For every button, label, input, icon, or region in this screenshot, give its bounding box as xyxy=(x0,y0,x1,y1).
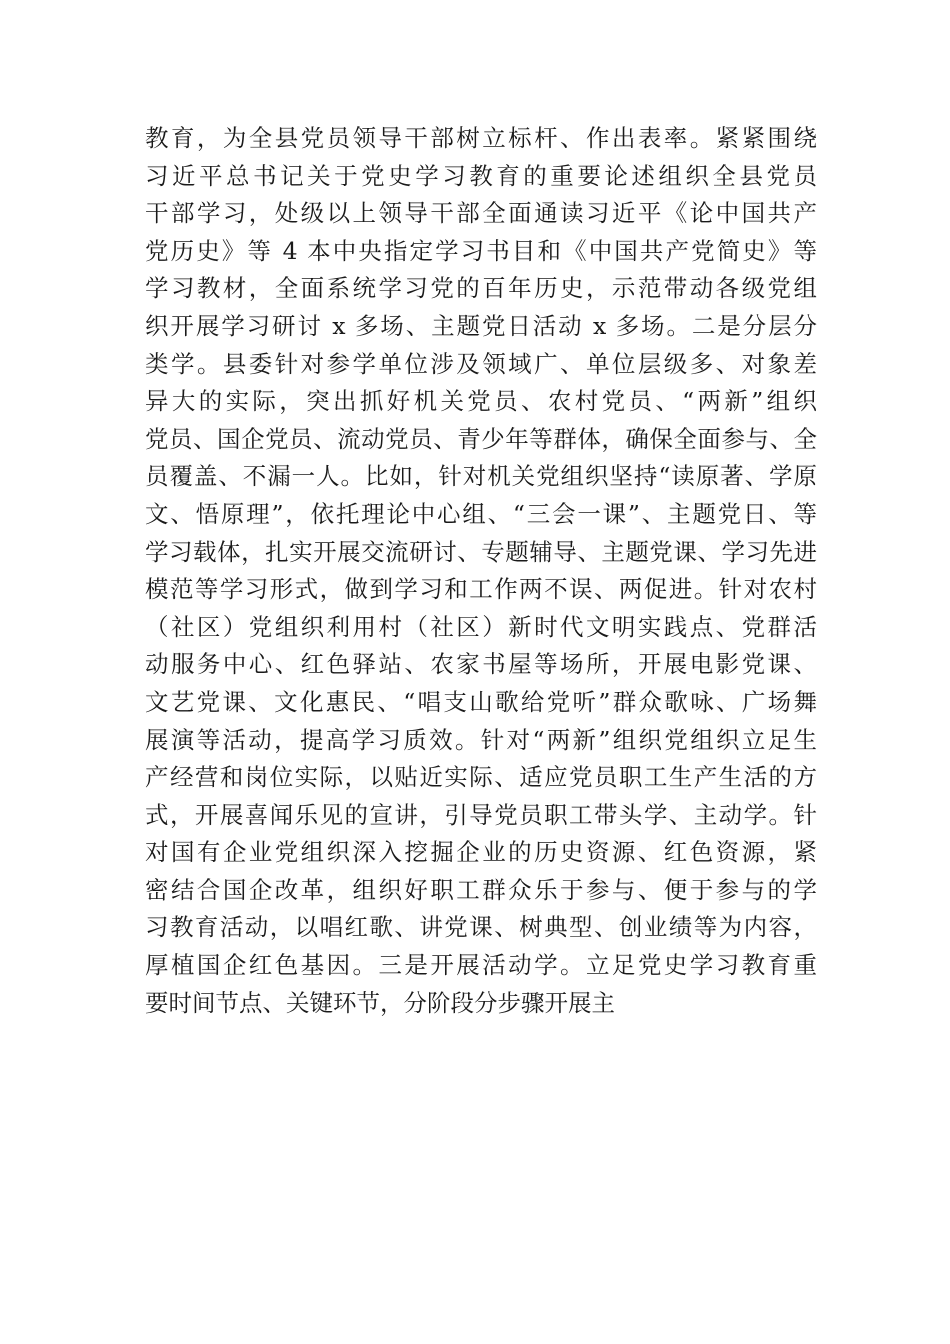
text-line: 文、悟原理”，依托理论中心组、“三会一课”、主题党日、等 xyxy=(145,499,817,528)
body-text xyxy=(145,120,817,1022)
text-line: 学习教材，全面系统学习党的百年历史，示范带动各级党组 xyxy=(145,274,817,303)
text-line: 对国有企业党组织深入挖掘企业的历史资源、红色资源，紧 xyxy=(145,838,817,867)
text-line: 动服务中心、红色驿站、农家书屋等场所，开展电影党课、 xyxy=(145,650,817,679)
text-line: 员覆盖、不漏一人。比如，针对机关党组织坚持“读原著、学原 xyxy=(145,462,817,491)
text-line: 学习载体，扎实开展交流研讨、专题辅导、主题党课、学习先进 xyxy=(145,537,817,566)
text-line: 习教育活动，以唱红歌、讲党课、树典型、创业绩等为内容， xyxy=(145,913,817,942)
text-line: 类学。县委针对参学单位涉及领域广、单位层级多、对象差 xyxy=(145,349,817,378)
text-line: 织开展学习研讨 x 多场、主题党日活动 x 多场。二是分层分 xyxy=(145,311,817,340)
text-line: 厚植国企红色基因。三是开展活动学。立足党史学习教育重 xyxy=(145,951,817,980)
text-line: 式，开展喜闻乐见的宣讲，引导党员职工带头学、主动学。针 xyxy=(145,800,817,829)
text-line: 文艺党课、文化惠民、“唱支山歌给党听”群众歌咏、广场舞 xyxy=(145,687,817,716)
text-line: 异大的实际，突出抓好机关党员、农村党员、“两新”组织 xyxy=(145,387,817,416)
text-line: 产经营和岗位实际，以贴近实际、适应党员职工生产生活的方 xyxy=(145,763,817,792)
text-line: 要时间节点、关键环节，分阶段分步骤开展主 xyxy=(145,988,615,1017)
text-line: 党历史》等 4 本中央指定学习书目和《中国共产党简史》等 xyxy=(145,236,817,265)
text-line: 教育，为全县党员领导干部树立标杆、作出表率。紧紧围绕 xyxy=(145,124,817,152)
text-line: 党员、国企党员、流动党员、青少年等群体，确保全面参与、全 xyxy=(145,424,817,453)
text-line: 习近平总书记关于党史学习教育的重要论述组织全县党员 xyxy=(145,161,817,190)
text-line: 模范等学习形式，做到学习和工作两不误、两促进。针对农村 xyxy=(145,575,817,604)
text-line: （社区）党组织利用村（社区）新时代文明实践点、党群活 xyxy=(145,612,817,641)
text-line: 密结合国企改革，组织好职工群众乐于参与、便于参与的学 xyxy=(145,875,817,904)
text-line: 展演等活动，提高学习质效。针对“两新”组织党组织立足生 xyxy=(145,725,817,754)
text-line: 干部学习，处级以上领导干部全面通读习近平《论中国共产 xyxy=(145,199,817,228)
